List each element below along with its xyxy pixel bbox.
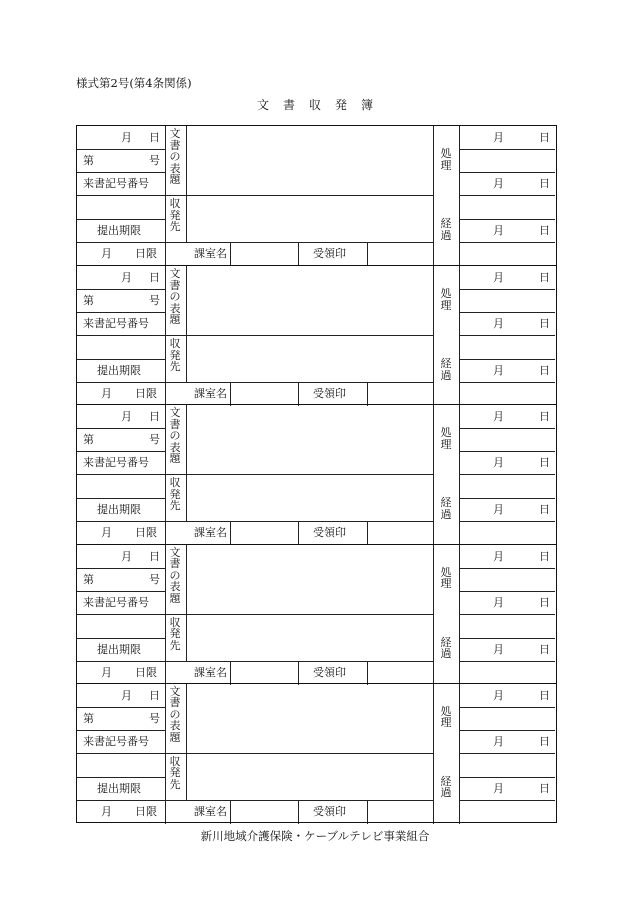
- rule-vertical: [165, 126, 166, 266]
- rule-vertical: [433, 405, 434, 545]
- rule-horizontal: [459, 707, 555, 708]
- rule-vertical: [186, 126, 187, 242]
- incoming-reference-number-label: 来書記号番号: [83, 734, 149, 748]
- rule-vertical: [298, 242, 299, 266]
- department-name-label: 課室名: [194, 665, 227, 679]
- rule-horizontal: [459, 451, 555, 452]
- rule-horizontal: [77, 638, 165, 639]
- rule-horizontal: [459, 195, 555, 196]
- rule-vertical: [230, 242, 231, 266]
- sender-recipient-label: 収発先: [169, 615, 181, 652]
- incoming-reference-number-label: 来書記号番号: [83, 177, 149, 190]
- day-label: 日: [149, 688, 160, 702]
- rule-vertical: [230, 521, 231, 545]
- submission-deadline-label: 提出期限: [97, 224, 141, 237]
- processing-end-day-label: 日: [539, 734, 550, 748]
- progress-label: 経過: [440, 217, 452, 242]
- number-prefix-label: 第: [83, 572, 94, 586]
- progress-date-day-label: 日: [539, 224, 550, 237]
- processing-label: 処理: [440, 287, 452, 312]
- processing-label: 処理: [440, 704, 452, 730]
- rule-vertical: [165, 266, 166, 406]
- rule-vertical: [186, 266, 187, 382]
- receipt-seal-label: 受領印: [313, 247, 346, 260]
- number-prefix-label: 第: [83, 711, 94, 725]
- rule-horizontal: [165, 195, 433, 196]
- progress-date-day-label: 日: [539, 364, 550, 378]
- processing-end-month-label: 月: [493, 177, 504, 190]
- document-title-label: 文書の表題: [169, 684, 181, 744]
- progress-date-month-label: 月: [493, 781, 504, 795]
- rule-horizontal: [77, 359, 165, 360]
- processing-start-month-label: 月: [493, 410, 504, 424]
- rule-horizontal: [459, 219, 555, 220]
- rule-horizontal: [459, 428, 555, 429]
- processing-end-month-label: 月: [493, 734, 504, 748]
- number-prefix-label: 第: [83, 294, 94, 308]
- title-char: 簿: [361, 98, 374, 112]
- rule-horizontal: [77, 428, 165, 429]
- department-name-label: 課室名: [194, 387, 227, 401]
- rule-horizontal: [459, 359, 555, 360]
- processing-start-day-label: 日: [539, 549, 550, 563]
- rule-horizontal: [459, 591, 555, 592]
- rule-vertical: [230, 382, 231, 406]
- rule-horizontal: [77, 730, 165, 731]
- register-entry: [77, 265, 556, 406]
- form-title: [0, 96, 630, 113]
- form-number-note: 様式第2号(第4条関係): [76, 76, 192, 90]
- rule-vertical: [186, 405, 187, 521]
- processing-end-month-label: 月: [493, 595, 504, 609]
- rule-horizontal: [77, 568, 165, 569]
- deadline-month-label: 月: [101, 804, 112, 818]
- title-char: 文: [256, 98, 269, 112]
- sender-recipient-label: 収発先: [169, 337, 181, 374]
- progress-date-day-label: 日: [539, 503, 550, 517]
- rule-vertical: [230, 661, 231, 685]
- department-name-label: 課室名: [194, 247, 227, 260]
- rule-horizontal: [459, 335, 555, 336]
- rule-horizontal: [77, 707, 165, 708]
- rule-horizontal: [165, 614, 433, 615]
- day-label: 日: [149, 410, 160, 424]
- progress-date-month-label: 月: [493, 364, 504, 378]
- deadline-month-label: 月: [101, 387, 112, 401]
- rule-horizontal: [459, 498, 555, 499]
- month-label: 月: [121, 410, 132, 424]
- incoming-reference-number-label: 来書記号番号: [83, 456, 149, 470]
- rule-vertical: [433, 545, 434, 685]
- rule-horizontal: [165, 661, 433, 662]
- deadline-day-limit-label: 日限: [135, 247, 157, 260]
- title-char: 書: [282, 98, 295, 112]
- deadline-day-limit-label: 日限: [135, 387, 157, 401]
- number-suffix-label: 号: [149, 154, 160, 167]
- deadline-day-limit-label: 日限: [135, 526, 157, 540]
- incoming-reference-number-label: 来書記号番号: [83, 595, 149, 609]
- rule-horizontal: [77, 521, 165, 522]
- rule-vertical: [367, 521, 368, 545]
- receipt-seal-label: 受領印: [313, 804, 346, 818]
- submission-deadline-label: 提出期限: [97, 503, 141, 517]
- rule-vertical: [298, 521, 299, 545]
- sender-recipient-label: 収発先: [169, 476, 181, 513]
- deadline-month-label: 月: [101, 665, 112, 679]
- processing-start-day-label: 日: [539, 688, 550, 702]
- rule-horizontal: [77, 219, 165, 220]
- progress-label: 経過: [440, 774, 452, 800]
- rule-vertical: [367, 661, 368, 685]
- rule-horizontal: [77, 242, 165, 243]
- rule-horizontal: [459, 661, 555, 662]
- rule-vertical: [459, 266, 460, 406]
- rule-vertical: [230, 800, 231, 824]
- processing-start-month-label: 月: [493, 131, 504, 144]
- rule-horizontal: [459, 289, 555, 290]
- rule-horizontal: [165, 474, 433, 475]
- progress-date-month-label: 月: [493, 224, 504, 237]
- incoming-reference-number-label: 来書記号番号: [83, 317, 149, 331]
- document-register-form: [76, 125, 557, 823]
- processing-start-month-label: 月: [493, 271, 504, 285]
- register-entry: [77, 544, 556, 685]
- day-label: 日: [149, 131, 160, 144]
- rule-horizontal: [77, 591, 165, 592]
- document-title-label: 文書の表題: [169, 545, 181, 605]
- deadline-month-label: 月: [101, 526, 112, 540]
- document-title-label: 文書の表題: [169, 406, 181, 466]
- rule-vertical: [433, 126, 434, 266]
- department-name-label: 課室名: [194, 804, 227, 818]
- progress-date-day-label: 日: [539, 642, 550, 656]
- rule-vertical: [433, 684, 434, 824]
- number-suffix-label: 号: [149, 572, 160, 586]
- title-char: 収: [308, 98, 321, 112]
- rule-horizontal: [459, 312, 555, 313]
- processing-label: 処理: [440, 565, 452, 591]
- organization-name: 新川地域介護保険・ケーブルテレビ事業組合: [200, 829, 430, 843]
- number-prefix-label: 第: [83, 154, 94, 167]
- rule-horizontal: [459, 753, 555, 754]
- processing-start-month-label: 月: [493, 549, 504, 563]
- register-entry: [77, 683, 556, 824]
- rule-horizontal: [77, 661, 165, 662]
- month-label: 月: [121, 271, 132, 285]
- rule-horizontal: [77, 498, 165, 499]
- rule-horizontal: [459, 730, 555, 731]
- rule-vertical: [165, 684, 166, 824]
- rule-vertical: [298, 800, 299, 824]
- deadline-day-limit-label: 日限: [135, 804, 157, 818]
- progress-date-day-label: 日: [539, 781, 550, 795]
- processing-label: 処理: [440, 426, 452, 451]
- rule-horizontal: [77, 753, 165, 754]
- month-label: 月: [121, 131, 132, 144]
- rule-vertical: [459, 684, 460, 824]
- rule-horizontal: [77, 777, 165, 778]
- rule-horizontal: [459, 800, 555, 801]
- processing-start-day-label: 日: [539, 131, 550, 144]
- progress-label: 経過: [440, 496, 452, 521]
- processing-label: 処理: [440, 147, 452, 172]
- document-title-label: 文書の表題: [169, 127, 181, 186]
- rule-horizontal: [77, 312, 165, 313]
- sender-recipient-label: 収発先: [169, 754, 181, 791]
- rule-vertical: [367, 382, 368, 406]
- processing-start-month-label: 月: [493, 688, 504, 702]
- number-suffix-label: 号: [149, 711, 160, 725]
- rule-horizontal: [459, 382, 555, 383]
- rule-horizontal: [77, 382, 165, 383]
- month-label: 月: [121, 549, 132, 563]
- rule-horizontal: [459, 149, 555, 150]
- rule-horizontal: [165, 335, 433, 336]
- rule-horizontal: [77, 451, 165, 452]
- rule-vertical: [433, 266, 434, 406]
- register-entry: [77, 126, 556, 266]
- processing-end-day-label: 日: [539, 456, 550, 470]
- receipt-seal-label: 受領印: [313, 665, 346, 679]
- day-label: 日: [149, 271, 160, 285]
- rule-horizontal: [77, 800, 165, 801]
- rule-vertical: [459, 545, 460, 685]
- number-suffix-label: 号: [149, 433, 160, 447]
- rule-horizontal: [165, 242, 433, 243]
- number-suffix-label: 号: [149, 294, 160, 308]
- progress-date-month-label: 月: [493, 642, 504, 656]
- rule-horizontal: [459, 521, 555, 522]
- deadline-month-label: 月: [101, 247, 112, 260]
- day-label: 日: [149, 549, 160, 563]
- number-prefix-label: 第: [83, 433, 94, 447]
- department-name-label: 課室名: [194, 526, 227, 540]
- register-entry: [77, 404, 556, 545]
- rule-horizontal: [459, 568, 555, 569]
- submission-deadline-label: 提出期限: [97, 642, 141, 656]
- rule-horizontal: [165, 753, 433, 754]
- rule-horizontal: [77, 289, 165, 290]
- rule-horizontal: [77, 614, 165, 615]
- rule-horizontal: [459, 777, 555, 778]
- rule-vertical: [298, 382, 299, 406]
- processing-end-month-label: 月: [493, 456, 504, 470]
- rule-vertical: [298, 661, 299, 685]
- rule-horizontal: [77, 195, 165, 196]
- rule-vertical: [459, 126, 460, 266]
- deadline-day-limit-label: 日限: [135, 665, 157, 679]
- processing-end-day-label: 日: [539, 317, 550, 331]
- submission-deadline-label: 提出期限: [97, 781, 141, 795]
- rule-vertical: [367, 800, 368, 824]
- rule-vertical: [186, 545, 187, 661]
- rule-horizontal: [77, 335, 165, 336]
- rule-horizontal: [77, 474, 165, 475]
- title-char: 発: [335, 98, 348, 112]
- rule-horizontal: [459, 638, 555, 639]
- processing-end-month-label: 月: [493, 317, 504, 331]
- rule-vertical: [186, 684, 187, 800]
- rule-vertical: [165, 405, 166, 545]
- rule-horizontal: [459, 172, 555, 173]
- rule-horizontal: [165, 800, 433, 801]
- progress-date-month-label: 月: [493, 503, 504, 517]
- rule-horizontal: [77, 149, 165, 150]
- rule-vertical: [367, 242, 368, 266]
- document-title-label: 文書の表題: [169, 267, 181, 327]
- rule-horizontal: [459, 242, 555, 243]
- rule-horizontal: [459, 474, 555, 475]
- submission-deadline-label: 提出期限: [97, 364, 141, 378]
- rule-horizontal: [77, 172, 165, 173]
- processing-end-day-label: 日: [539, 595, 550, 609]
- rule-horizontal: [165, 521, 433, 522]
- progress-label: 経過: [440, 357, 452, 382]
- sender-recipient-label: 収発先: [169, 197, 181, 233]
- receipt-seal-label: 受領印: [313, 387, 346, 401]
- month-label: 月: [121, 688, 132, 702]
- rule-vertical: [459, 405, 460, 545]
- receipt-seal-label: 受領印: [313, 526, 346, 540]
- rule-horizontal: [165, 382, 433, 383]
- rule-vertical: [165, 545, 166, 685]
- rule-horizontal: [459, 614, 555, 615]
- processing-start-day-label: 日: [539, 271, 550, 285]
- progress-label: 経過: [440, 635, 452, 661]
- processing-end-day-label: 日: [539, 177, 550, 190]
- processing-start-day-label: 日: [539, 410, 550, 424]
